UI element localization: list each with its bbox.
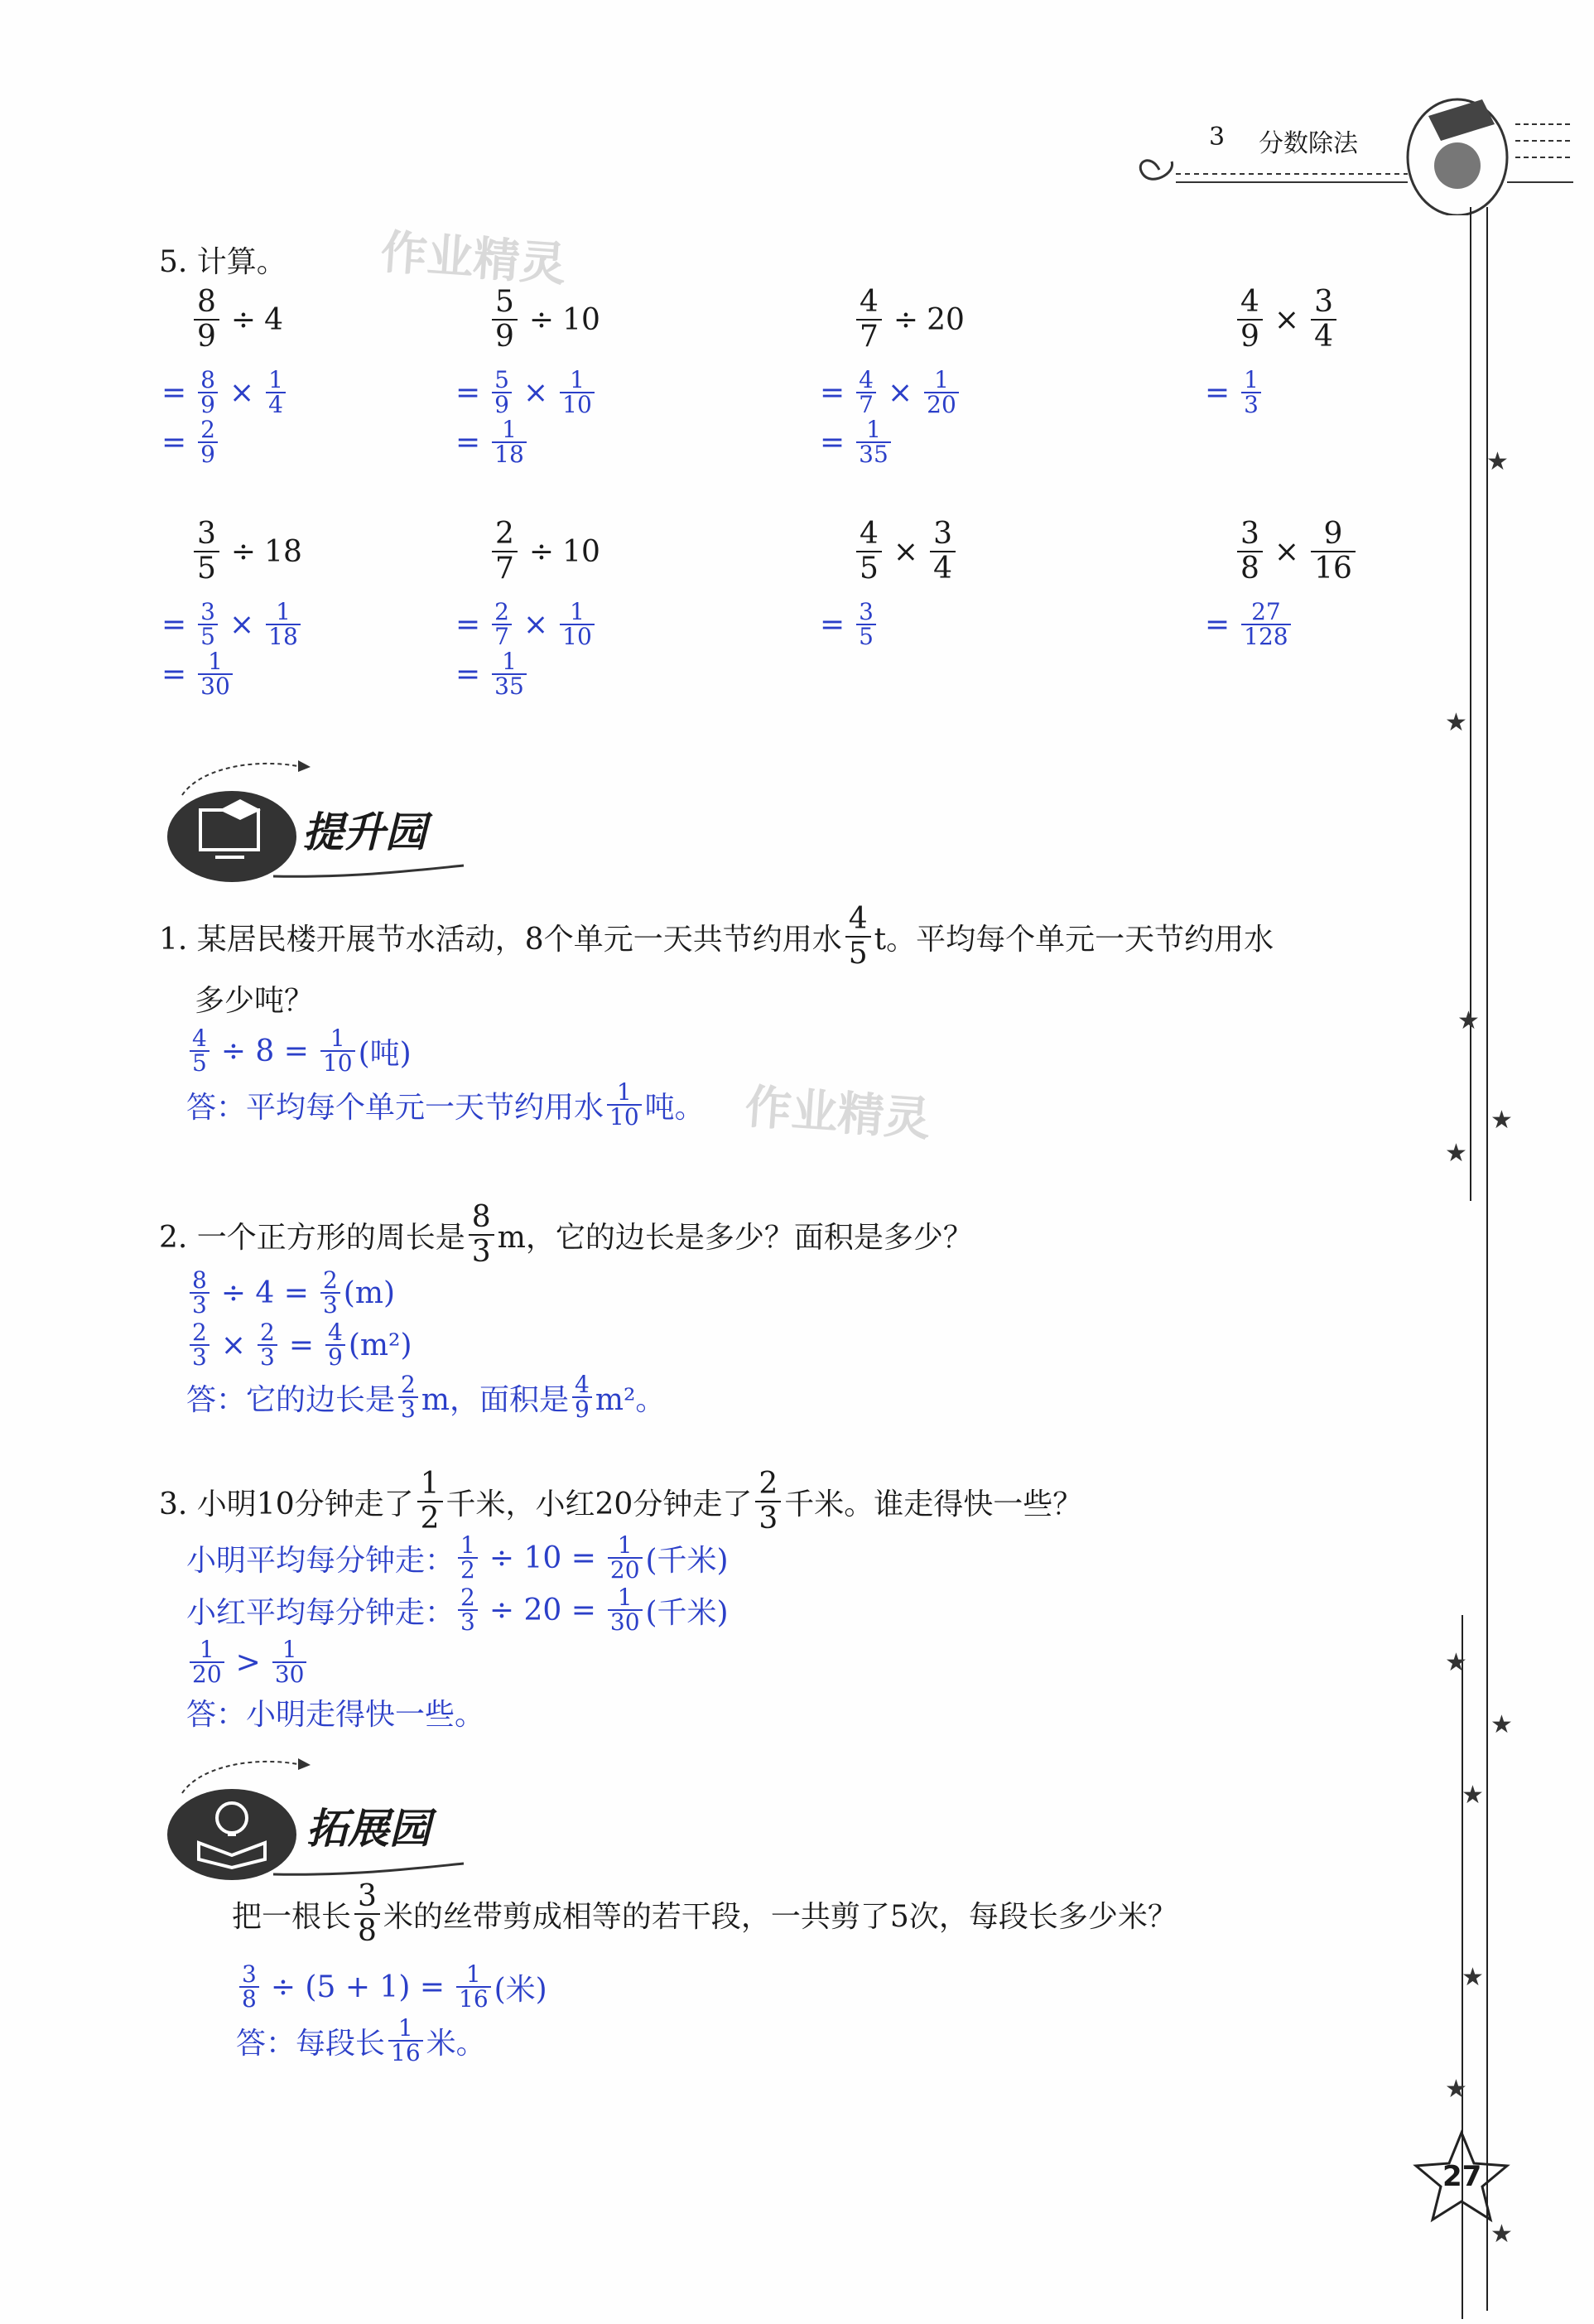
star-icon: ★ (1445, 708, 1467, 737)
fraction: $\frac{5}{9}$ (492, 369, 512, 417)
question-3: 3. 小明10分钟走了 $\frac{1}{2}$ 千米，小红20分钟走了 $\frac{2}{3}$ 千米。谁走得快一些？ (159, 1467, 1083, 1536)
answer-line: $\frac{3}{8}$ ÷ (5 + 1) = $\frac{1}{16}$ (米) (236, 1963, 547, 2011)
question-4: 把一根长 $\frac{3}{8}$ 米的丝带剪成相等的若干段，一共剪了5次，每段长多少米？ (232, 1879, 1177, 1948)
solution-step: = $\frac{3}{5}$ × $\frac{1}{18}$ (153, 600, 304, 649)
fraction: $\frac{1}{18}$ (266, 600, 301, 649)
exercise5-label: 5. 计算。 (159, 245, 287, 279)
fraction: $\frac{4}{7}$ (856, 286, 882, 354)
question-text: t。平均每个单元一天节约用水 (874, 922, 1274, 957)
solution-step: = $\frac{27}{128}$ (1197, 600, 1294, 649)
answer-line: 答：平均每个单元一天节约用水 $\frac{1}{10}$ 吨。 (186, 1078, 705, 1131)
question-2: 2. 一个正方形的周长是 $\frac{8}{3}$ m，它的边长是多少？面积是多少？ (159, 1200, 973, 1269)
margin-line (1470, 207, 1471, 1201)
header-decoration (1126, 83, 1590, 215)
fraction: $\frac{1}{3}$ (1241, 369, 1261, 417)
fraction: $\frac{2}{7}$ (492, 518, 518, 586)
question-1-cont: 多少吨？ (195, 984, 315, 1018)
watermark: 作业精灵 (378, 225, 568, 292)
fraction: $\frac{1}{35}$ (856, 418, 891, 466)
solution-step: = $\frac{2}{9}$ (153, 418, 221, 466)
fraction: $\frac{1}{20}$ (924, 369, 959, 417)
fraction: $\frac{1}{10}$ (560, 600, 595, 649)
solution-step: = $\frac{4}{7}$ × $\frac{1}{20}$ (811, 369, 962, 417)
star-icon: ★ (1486, 447, 1509, 476)
problem: $\frac{4}{5}$ × $\frac{3}{4}$ (853, 518, 959, 586)
watermark: 作业精灵 (743, 1080, 932, 1147)
solution-step: = $\frac{8}{9}$ × $\frac{1}{4}$ (153, 369, 289, 417)
fraction: $\frac{9}{16}$ (1311, 518, 1356, 586)
fraction: $\frac{8}{9}$ (198, 369, 218, 417)
answer-line: $\frac{4}{5}$ ÷ 8 = $\frac{1}{10}$ (吨) (186, 1027, 412, 1075)
answer-line: 答：每段长 $\frac{1}{16}$ 米。 (236, 2014, 486, 2066)
fraction: $\frac{8}{9}$ (194, 286, 219, 354)
answer-line: $\frac{1}{20}$ > $\frac{1}{30}$ (186, 1638, 310, 1686)
problem: $\frac{3}{5}$ ÷ 18 (190, 518, 302, 586)
fraction: $\frac{3}{5}$ (856, 600, 876, 649)
fraction: $\frac{3}{8}$ (1237, 518, 1263, 586)
solution-step: = $\frac{5}{9}$ × $\frac{1}{10}$ (447, 369, 598, 417)
fraction: $\frac{3}{5}$ (198, 600, 218, 649)
fraction: $\frac{2}{9}$ (198, 418, 218, 466)
star-icon: ★ (1490, 1710, 1513, 1739)
fraction: $\frac{4}{7}$ (856, 369, 876, 417)
answer-line: 答：小明走得快一些。 (186, 1698, 485, 1732)
star-icon: ★ (1490, 2220, 1513, 2249)
answer-line: $\frac{8}{3}$ ÷ 4 = $\frac{2}{3}$ (m) (186, 1269, 395, 1317)
fraction: $\frac{5}{9}$ (492, 286, 518, 354)
star-icon: ★ (1445, 1648, 1467, 1677)
solution-step: = $\frac{1}{18}$ (447, 418, 530, 466)
page-number: 27 (1442, 2160, 1482, 2193)
solution-step: = $\frac{2}{7}$ × $\frac{1}{10}$ (447, 600, 598, 649)
answer-line: 答：它的边长是 $\frac{2}{3}$ m，面积是 $\frac{4}{9}$ m²。 (186, 1371, 666, 1423)
solution-step: = $\frac{1}{3}$ (1197, 369, 1264, 417)
problem: $\frac{2}{7}$ ÷ 10 (489, 518, 600, 586)
star-icon: ★ (1490, 1106, 1513, 1135)
star-icon: ★ (1462, 1963, 1484, 1992)
solution-step: = $\frac{1}{35}$ (447, 650, 530, 698)
problem: $\frac{4}{7}$ ÷ 20 (853, 286, 965, 354)
problem: $\frac{4}{9}$ × $\frac{3}{4}$ (1234, 286, 1340, 354)
question-text: 1. 某居民楼开展节水活动，8个单元一天共节约用水 (159, 922, 842, 957)
fraction: $\frac{4}{5}$ (845, 903, 871, 971)
star-icon: ★ (1445, 1139, 1467, 1168)
solution-step: = $\frac{1}{35}$ (811, 418, 894, 466)
answer-line: 小明平均每分钟走： $\frac{1}{2}$ ÷ 10 = $\frac{1}{20}$ (千米) (186, 1531, 729, 1584)
problem: $\frac{3}{8}$ × $\frac{9}{16}$ (1234, 518, 1359, 586)
star-icon: ★ (1445, 2075, 1467, 2104)
problem: $\frac{8}{9}$ ÷ 4 (190, 286, 283, 354)
fraction: $\frac{1}{18}$ (492, 418, 527, 466)
margin-line (1486, 207, 1488, 2311)
chapter-title: 分数除法 (1259, 129, 1358, 158)
fraction: $\frac{1}{10}$ (560, 369, 595, 417)
solution-step: = $\frac{1}{30}$ (153, 650, 236, 698)
fraction: $\frac{3}{5}$ (194, 518, 219, 586)
section-title: 提升园 (302, 808, 426, 856)
fraction: $\frac{2}{7}$ (492, 600, 512, 649)
fraction: $\frac{4}{5}$ (856, 518, 882, 586)
fraction: $\frac{4}{9}$ (1237, 286, 1263, 354)
chapter-number: 3 (1209, 123, 1226, 152)
fraction: $\frac{27}{128}$ (1241, 600, 1290, 649)
section-title: 拓展园 (306, 1805, 431, 1853)
fraction: $\frac{1}{30}$ (198, 650, 233, 698)
answer-line: 小红平均每分钟走： $\frac{2}{3}$ ÷ 20 = $\frac{1}{30}$ (千米) (186, 1584, 729, 1636)
fraction: $\frac{3}{4}$ (930, 518, 956, 586)
question-1 (159, 903, 1274, 971)
fraction: $\frac{1}{4}$ (266, 369, 286, 417)
fraction: $\frac{1}{35}$ (492, 650, 527, 698)
answer-line: $\frac{2}{3}$ × $\frac{2}{3}$ = $\frac{4}{9}$ (m²) (186, 1321, 412, 1369)
solution-step: = $\frac{3}{5}$ (811, 600, 879, 649)
fraction: $\frac{3}{4}$ (1311, 286, 1336, 354)
star-icon: ★ (1457, 1006, 1480, 1035)
star-icon: ★ (1462, 1781, 1484, 1810)
problem: $\frac{5}{9}$ ÷ 10 (489, 286, 600, 354)
